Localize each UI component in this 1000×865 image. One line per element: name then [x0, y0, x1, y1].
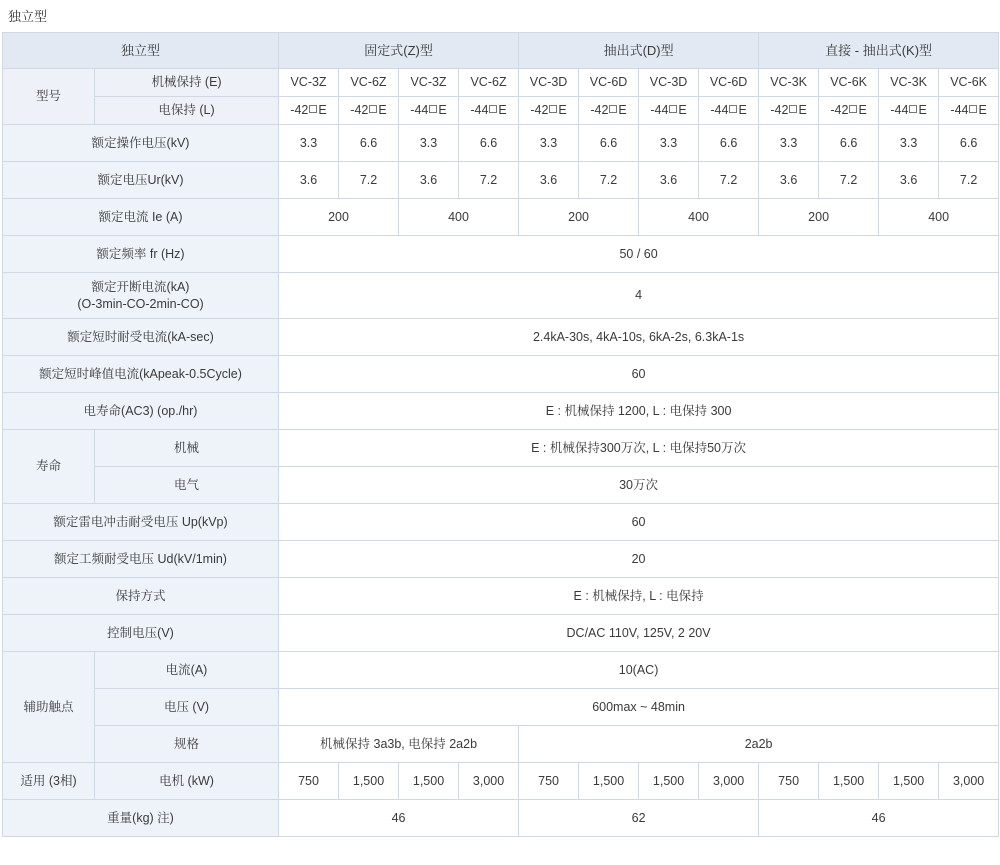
table-row-aux-voltage [3, 689, 999, 726]
model-code-4: VC-3D [519, 69, 579, 97]
square-placeholder-icon [969, 105, 977, 113]
cell-value: 6.6 [459, 125, 519, 162]
header-group-2: 抽出式(D)型 [519, 33, 759, 69]
model-label: 型号 [3, 69, 95, 125]
row-label: 重量(kg) 注) [3, 800, 279, 837]
cell-value: 7.2 [459, 162, 519, 199]
model-code-0: VC-3Z [279, 69, 339, 97]
header-group-0: 独立型 [3, 33, 279, 69]
cell-value: 10(AC) [279, 652, 999, 689]
table-row-rated-operating-voltage [3, 125, 999, 162]
table-row-rated-breaking-current [3, 273, 999, 319]
model-code-6: VC-3D [639, 69, 699, 97]
cell-value: 400 [639, 199, 759, 236]
cell-value: 60 [279, 504, 999, 541]
row-label: 电流(A) [95, 652, 279, 689]
row-label: 保持方式 [3, 578, 279, 615]
cell-value: 7.2 [579, 162, 639, 199]
row-label: 额定频率 fr (Hz) [3, 236, 279, 273]
cell-value: 400 [879, 199, 999, 236]
row-group-label-apply: 适用 (3相) [3, 763, 95, 800]
table-row-control-voltage [3, 615, 999, 652]
table-row-rated-frequency [3, 236, 999, 273]
table-row-holding-method [3, 578, 999, 615]
cell-value: 50 / 60 [279, 236, 999, 273]
row-group-label-life: 寿命 [3, 430, 95, 504]
model-code-3: VC-6Z [459, 69, 519, 97]
cell-value: DC/AC 110V, 125V, 2 20V [279, 615, 999, 652]
square-placeholder-icon [549, 105, 557, 113]
cell-value: 600max ~ 48min [279, 689, 999, 726]
table-row-life-electrical [3, 467, 999, 504]
table-header-groups [3, 33, 999, 69]
cell-value: 3.3 [399, 125, 459, 162]
model-suffix-2: -44 E [399, 97, 459, 125]
cell-value: 1,500 [879, 763, 939, 800]
cell-value: 3.6 [879, 162, 939, 199]
cell-value: 1,500 [819, 763, 879, 800]
model-suffix-6: -44 E [639, 97, 699, 125]
cell-value: 3.3 [279, 125, 339, 162]
cell-value: 7.2 [339, 162, 399, 199]
model-sub-label-1: 电保持 (L) [95, 97, 279, 125]
row-label-line2: (O-3min-CO-2min-CO) [77, 296, 204, 311]
table-row-life-mechanical [3, 430, 999, 467]
square-placeholder-icon [609, 105, 617, 113]
model-suffix-10: -44 E [879, 97, 939, 125]
cell-value: 750 [759, 763, 819, 800]
row-label: 额定操作电压(kV) [3, 125, 279, 162]
cell-value: 6.6 [579, 125, 639, 162]
cell-value: 3.6 [519, 162, 579, 199]
page-caption: 独立型 [8, 9, 48, 24]
cell-value: 4 [279, 273, 999, 319]
model-code-8: VC-3K [759, 69, 819, 97]
model-suffix-7: -44 E [699, 97, 759, 125]
table-row-weight [3, 800, 999, 837]
table-row-model-latched [3, 97, 999, 125]
cell-value: 3,000 [459, 763, 519, 800]
row-label: 额定雷电冲击耐受电压 Up(kVp) [3, 504, 279, 541]
cell-value: 3.6 [759, 162, 819, 199]
cell-value: 3.6 [279, 162, 339, 199]
cell-value: 200 [519, 199, 639, 236]
model-code-9: VC-6K [819, 69, 879, 97]
table-row-rated-voltage-ur [3, 162, 999, 199]
cell-value: E : 机械保持 1200, L : 电保持 300 [279, 393, 999, 430]
specification-table [2, 32, 999, 837]
model-code-10: VC-3K [879, 69, 939, 97]
cell-value: 750 [519, 763, 579, 800]
row-label [3, 273, 279, 319]
cell-value: 46 [279, 800, 519, 837]
row-label: 额定电流 Ie (A) [3, 199, 279, 236]
model-suffix-9: -42 E [819, 97, 879, 125]
cell-value: 400 [399, 199, 519, 236]
square-placeholder-icon [369, 105, 377, 113]
model-code-1: VC-6Z [339, 69, 399, 97]
model-code-2: VC-3Z [399, 69, 459, 97]
cell-value: 3,000 [699, 763, 759, 800]
cell-value: E : 机械保持, L : 电保持 [279, 578, 999, 615]
cell-value: 3.3 [519, 125, 579, 162]
header-group-1: 固定式(Z)型 [279, 33, 519, 69]
cell-value: 7.2 [819, 162, 879, 199]
table-row-lightning-impulse-voltage [3, 504, 999, 541]
cell-value: 200 [759, 199, 879, 236]
cell-value: 1,500 [339, 763, 399, 800]
cell-value: 1,500 [399, 763, 459, 800]
row-label: 电机 (kW) [95, 763, 279, 800]
row-label: 电压 (V) [95, 689, 279, 726]
cell-value: 62 [519, 800, 759, 837]
cell-value: 3.6 [399, 162, 459, 199]
cell-value: 6.6 [339, 125, 399, 162]
cell-value: 3.3 [879, 125, 939, 162]
model-suffix-11: -44 E [939, 97, 999, 125]
cell-value: 3.3 [759, 125, 819, 162]
cell-value: 机械保持 3a3b, 电保持 2a2b [279, 726, 519, 763]
row-label: 机械 [95, 430, 279, 467]
cell-value: 20 [279, 541, 999, 578]
row-label: 电气 [95, 467, 279, 504]
cell-value: 3.3 [639, 125, 699, 162]
model-suffix-0: -42 E [279, 97, 339, 125]
model-code-11: VC-6K [939, 69, 999, 97]
row-label: 额定短时耐受电流(kA-sec) [3, 319, 279, 356]
model-code-5: VC-6D [579, 69, 639, 97]
square-placeholder-icon [849, 105, 857, 113]
cell-value: 2.4kA-30s, 4kA-10s, 6kA-2s, 6.3kA-1s [279, 319, 999, 356]
cell-value: 6.6 [819, 125, 879, 162]
cell-value: 2a2b [519, 726, 999, 763]
table-row-model-mechanical [3, 69, 999, 97]
table-row-electrical-life-ac3 [3, 393, 999, 430]
row-group-label-aux: 辅助触点 [3, 652, 95, 763]
model-suffix-8: -42 E [759, 97, 819, 125]
cell-value: 7.2 [939, 162, 999, 199]
table-row-motor-kw [3, 763, 999, 800]
model-suffix-3: -44 E [459, 97, 519, 125]
square-placeholder-icon [309, 105, 317, 113]
cell-value: 1,500 [579, 763, 639, 800]
table-row-rated-current [3, 199, 999, 236]
cell-value: 6.6 [939, 125, 999, 162]
square-placeholder-icon [729, 105, 737, 113]
square-placeholder-icon [489, 105, 497, 113]
cell-value: 3.6 [639, 162, 699, 199]
row-label: 控制电压(V) [3, 615, 279, 652]
row-label: 电寿命(AC3) (op./hr) [3, 393, 279, 430]
cell-value: E : 机械保持300万次, L : 电保持50万次 [279, 430, 999, 467]
square-placeholder-icon [669, 105, 677, 113]
cell-value: 46 [759, 800, 999, 837]
header-group-3: 直接 - 抽出式(K)型 [759, 33, 999, 69]
row-label: 额定短时峰值电流(kApeak-0.5Cycle) [3, 356, 279, 393]
row-label: 规格 [95, 726, 279, 763]
table-row-short-time-withstand-current [3, 319, 999, 356]
table-row-peak-withstand-current [3, 356, 999, 393]
model-suffix-4: -42 E [519, 97, 579, 125]
model-sub-label-0: 机械保持 (E) [95, 69, 279, 97]
square-placeholder-icon [789, 105, 797, 113]
cell-value: 200 [279, 199, 399, 236]
table-row-power-frequency-voltage [3, 541, 999, 578]
row-label-line1: 额定开断电流(kA) [91, 279, 190, 294]
cell-value: 60 [279, 356, 999, 393]
model-suffix-5: -42 E [579, 97, 639, 125]
cell-value: 6.6 [699, 125, 759, 162]
row-label: 额定工频耐受电压 Ud(kV/1min) [3, 541, 279, 578]
cell-value: 1,500 [639, 763, 699, 800]
table-row-aux-current [3, 652, 999, 689]
table-row-aux-spec [3, 726, 999, 763]
square-placeholder-icon [429, 105, 437, 113]
cell-value: 7.2 [699, 162, 759, 199]
cell-value: 750 [279, 763, 339, 800]
row-label: 额定电压Ur(kV) [3, 162, 279, 199]
cell-value: 30万次 [279, 467, 999, 504]
square-placeholder-icon [909, 105, 917, 113]
model-code-7: VC-6D [699, 69, 759, 97]
model-suffix-1: -42 E [339, 97, 399, 125]
cell-value: 3,000 [939, 763, 999, 800]
